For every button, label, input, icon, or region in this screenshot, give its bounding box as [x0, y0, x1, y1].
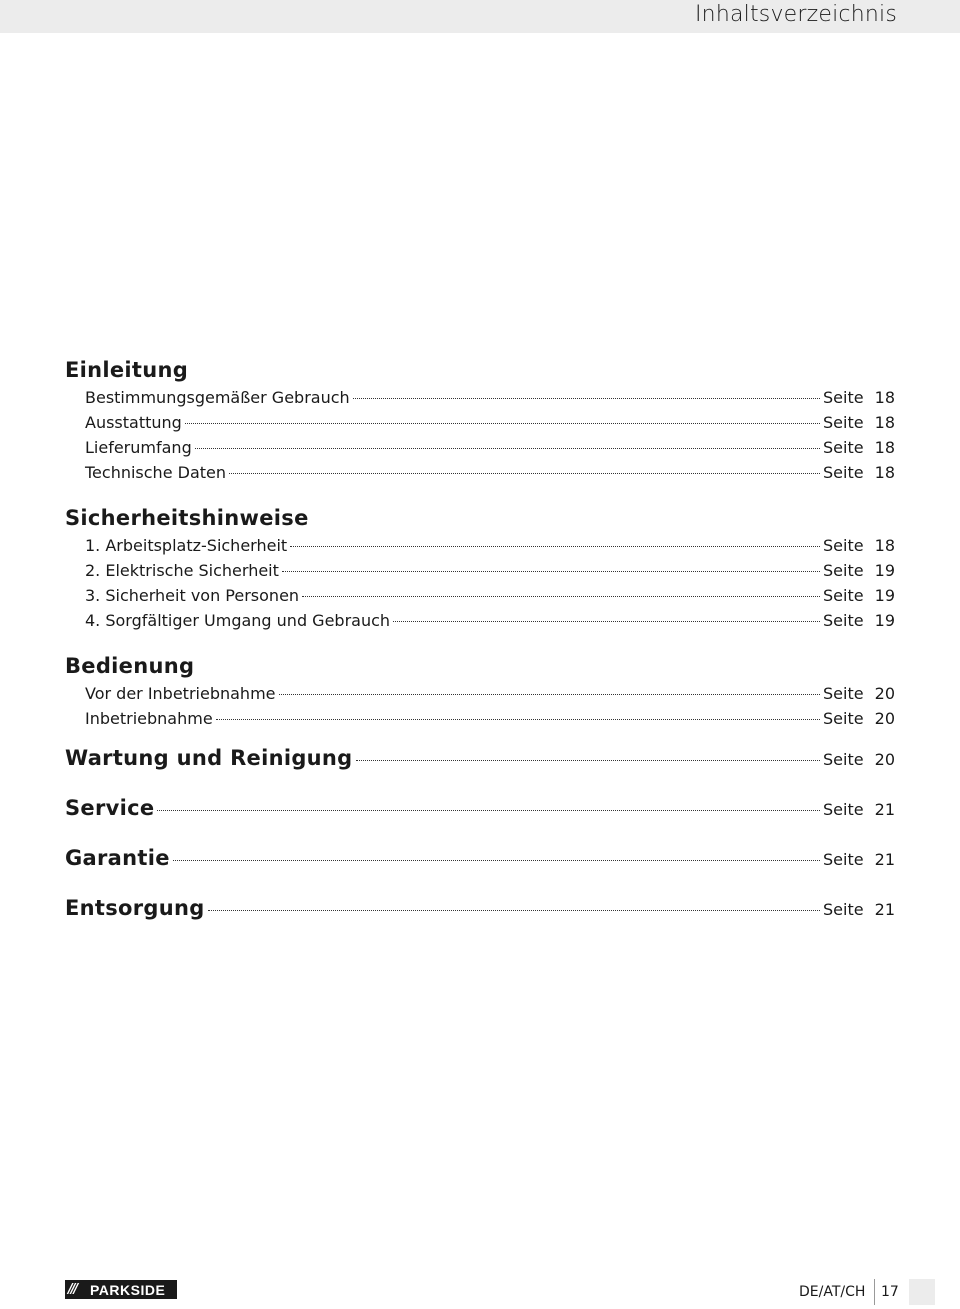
toc-section-wartung[interactable]: [65, 743, 895, 793]
toc-entry-label: 3. Sicherheit von Personen: [85, 586, 300, 605]
toc-entry[interactable]: [65, 608, 895, 633]
toc-entry-seite: Seite: [823, 561, 864, 580]
toc-entry-seite: Seite: [823, 900, 864, 919]
toc-entry-label: 2. Elektrische Sicherheit: [85, 561, 279, 580]
toc-entry-label: Inbetriebnahme: [85, 709, 213, 728]
toc-entry-label: Lieferumfang: [85, 438, 192, 457]
toc-entry-label: Technische Daten: [85, 463, 227, 482]
section-title: Garantie: [65, 846, 170, 870]
page-title: Inhaltsverzeichnis: [694, 2, 897, 27]
toc-entry-page: 19: [874, 611, 895, 630]
toc-entry-label: 4. Sorgfältiger Umgang und Gebrauch: [85, 611, 391, 630]
toc-entry-seite: Seite: [823, 800, 864, 819]
toc-entry-page: 21: [874, 900, 895, 919]
logo-brand: PARKSIDE: [90, 1281, 166, 1298]
footer-divider: [874, 1279, 875, 1305]
section-gap: [65, 731, 895, 743]
dot-leader: [216, 719, 820, 720]
toc-entry-page: 18: [874, 413, 895, 432]
toc-entry-seite: Seite: [823, 536, 864, 555]
toc-entry-seite: Seite: [823, 388, 864, 407]
toc-entry-seite: Seite: [823, 586, 864, 605]
toc-entry-page: 18: [874, 438, 895, 457]
toc-section-service[interactable]: [65, 793, 895, 843]
toc-entry-seite: Seite: [823, 850, 864, 869]
section-title: Entsorgung: [65, 896, 205, 920]
toc-entry-seite: Seite: [823, 611, 864, 630]
dot-leader: [279, 694, 821, 695]
toc-entry[interactable]: [65, 435, 895, 460]
toc-entry-seite: Seite: [823, 413, 864, 432]
section-title: Sicherheitshinweise: [65, 506, 309, 530]
footer-tab-marker: [909, 1279, 935, 1305]
toc-section-garantie[interactable]: [65, 843, 895, 893]
dot-leader: [173, 860, 820, 861]
toc-entry-seite: Seite: [823, 438, 864, 457]
toc-entry[interactable]: [65, 385, 895, 410]
toc-entry-label: Ausstattung: [85, 413, 182, 432]
dot-leader: [195, 448, 820, 449]
toc-entry-label: 1. Arbeitsplatz-Sicherheit: [85, 536, 288, 555]
toc-entry[interactable]: [65, 706, 895, 731]
toc-entry[interactable]: [65, 681, 895, 706]
toc-entry[interactable]: [65, 583, 895, 608]
toc-entry-page: 19: [874, 586, 895, 605]
toc-entry-page: 20: [874, 684, 895, 703]
section-title: Bedienung: [65, 654, 195, 678]
toc-entry-label: Bestimmungsgemäßer Gebrauch: [85, 388, 350, 407]
dot-leader: [229, 473, 820, 474]
section-title: Wartung und Reinigung: [65, 746, 353, 770]
dot-leader: [353, 398, 820, 399]
section-title: Einleitung: [65, 358, 189, 382]
dot-leader: [290, 546, 820, 547]
toc-section-sicherheitshinweise: [65, 503, 895, 633]
toc-entry-seite: Seite: [823, 463, 864, 482]
toc-entry-page: 18: [874, 536, 895, 555]
toc-entry[interactable]: [65, 410, 895, 435]
section-gap: [65, 633, 895, 651]
toc-entry-page: 21: [874, 850, 895, 869]
dot-leader: [185, 423, 820, 424]
header-bar: [0, 0, 960, 33]
dot-leader: [157, 810, 820, 811]
toc-entry-seite: Seite: [823, 684, 864, 703]
toc-entry-page: 20: [874, 709, 895, 728]
toc-entry-page: 18: [874, 463, 895, 482]
toc-entry-seite: Seite: [823, 709, 864, 728]
toc-entry-page: 20: [874, 750, 895, 769]
toc-entry-label: Vor der Inbetriebnahme: [85, 684, 276, 703]
section-gap: [65, 485, 895, 503]
toc-entry[interactable]: [65, 558, 895, 583]
toc-section-entsorgung[interactable]: [65, 893, 895, 943]
parkside-logo: [65, 1280, 177, 1299]
dot-leader: [356, 760, 821, 761]
dot-leader: [302, 596, 820, 597]
dot-leader: [393, 621, 820, 622]
table-of-contents: [65, 355, 895, 943]
section-title: Service: [65, 796, 155, 820]
logo-stripes-icon: ///: [68, 1282, 77, 1297]
toc-entry-page: 19: [874, 561, 895, 580]
toc-entry-seite: Seite: [823, 750, 864, 769]
toc-entry[interactable]: [65, 533, 895, 558]
dot-leader: [208, 910, 820, 911]
footer-country: DE/AT/CH: [799, 1284, 866, 1300]
toc-section-bedienung: [65, 651, 895, 731]
page-number: 17: [881, 1284, 899, 1300]
toc-entry[interactable]: [65, 460, 895, 485]
toc-entry-page: 18: [874, 388, 895, 407]
toc-section-einleitung: [65, 355, 895, 485]
toc-entry-page: 21: [874, 800, 895, 819]
dot-leader: [282, 571, 820, 572]
